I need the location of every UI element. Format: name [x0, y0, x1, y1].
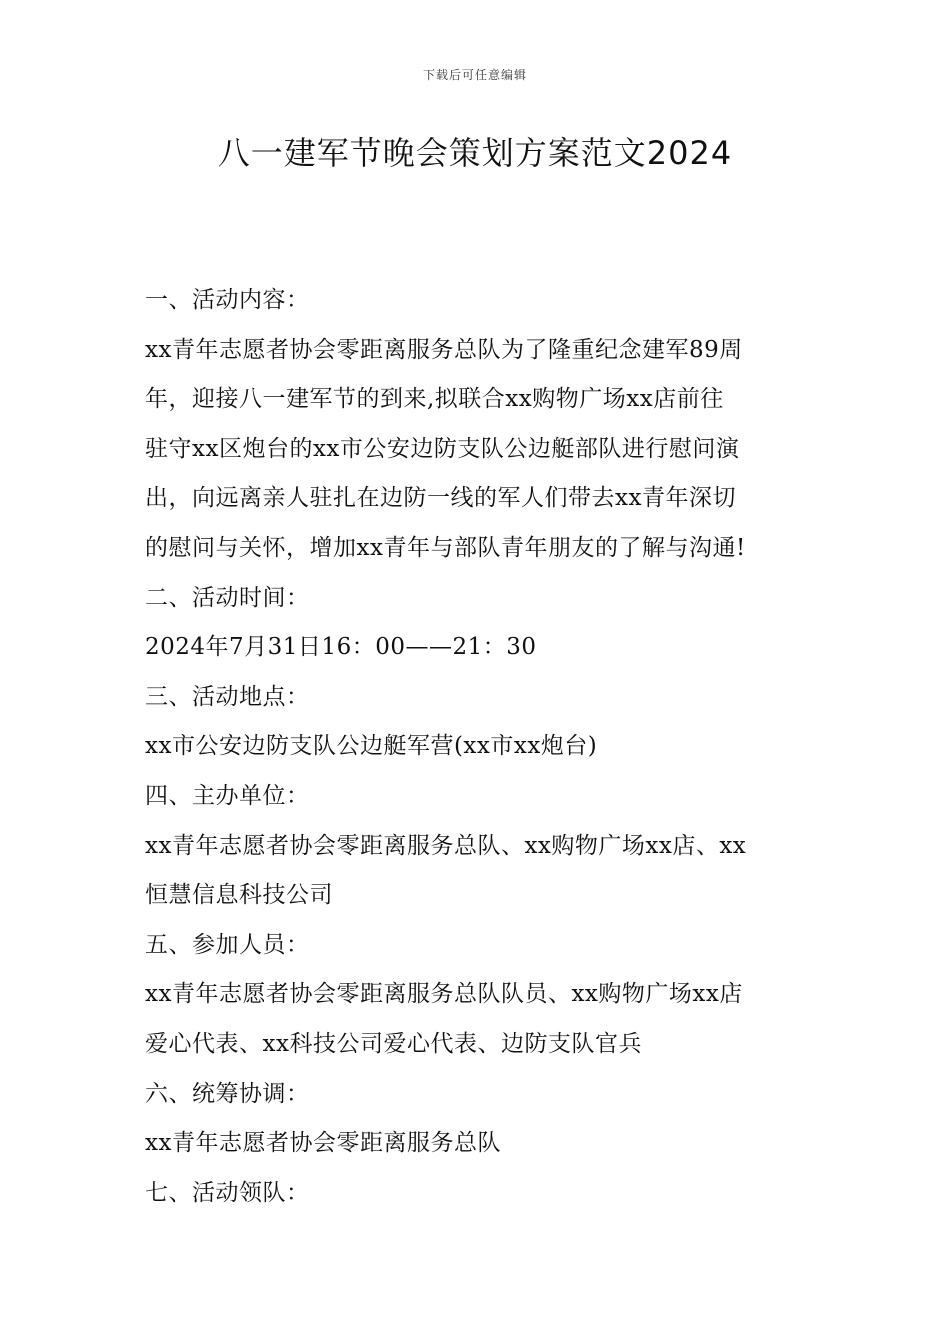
section-heading-coordination: 六、统筹协调： — [145, 1080, 310, 1107]
document-body — [145, 276, 810, 1218]
body-line: 的慰问与关怀，增加xx青年与部队青年朋友的了解与沟通! — [145, 534, 746, 561]
body-line: 驻守xx区炮台的xx市公安边防支队公边艇部队进行慰问演 — [145, 435, 740, 462]
section-heading-time: 二、活动时间： — [145, 584, 310, 611]
body-line: 恒慧信息科技公司 — [145, 882, 333, 909]
section-heading-organizer: 四、主办单位： — [145, 782, 310, 809]
body-line: 年，迎接八一建军节的到来,拟联合xx购物广场xx店前往 — [145, 386, 724, 413]
body-line: xx市公安边防支队公边艇军营(xx市xx炮台) — [145, 733, 598, 760]
section-heading-location: 三、活动地点： — [145, 683, 310, 710]
document-title: 八一建军节晚会策划方案范文2024 — [217, 134, 733, 172]
body-line: 爱心代表、xx科技公司爱心代表、边防支队官兵 — [145, 1030, 642, 1057]
body-line: xx青年志愿者协会零距离服务总队、xx购物广场xx店、xx — [145, 832, 747, 859]
body-line: 2024年7月31日16：00——21：30 — [145, 634, 537, 661]
body-line: xx青年志愿者协会零距离服务总队队员、xx购物广场xx店 — [145, 981, 743, 1008]
body-line: xx青年志愿者协会零距离服务总队为了隆重纪念建军89周 — [145, 336, 743, 363]
page-header-note: 下载后可任意编辑 — [422, 68, 527, 82]
body-line: xx青年志愿者协会零距离服务总队 — [145, 1130, 501, 1157]
section-heading-leader: 七、活动领队： — [145, 1179, 310, 1206]
section-heading-content: 一、活动内容： — [145, 287, 310, 313]
section-heading-participants: 五、参加人员： — [145, 931, 310, 958]
body-line: 出，向远离亲人驻扎在边防一线的军人们带去xx青年深切 — [145, 485, 736, 512]
